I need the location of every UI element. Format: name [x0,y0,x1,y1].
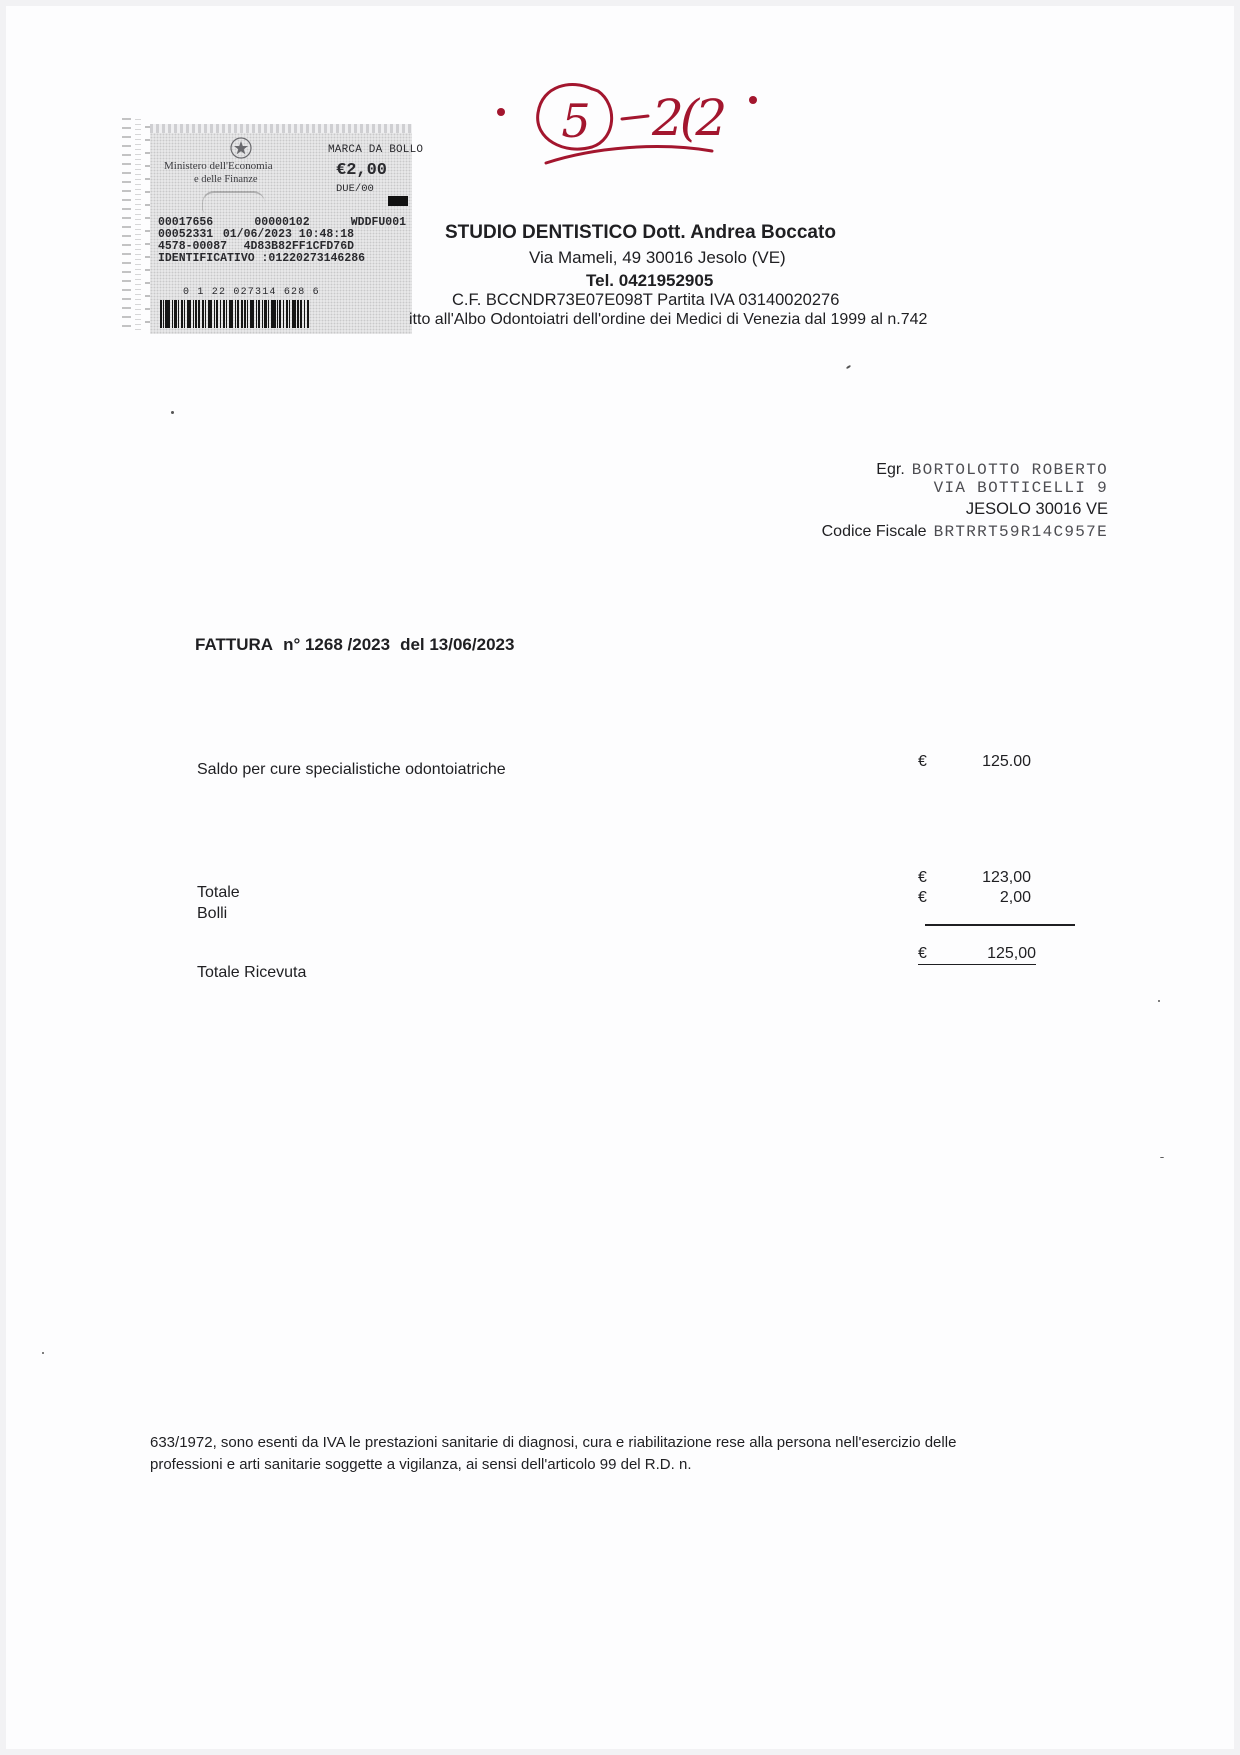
barcode [160,300,310,328]
stamps-amount [918,887,1031,909]
scan-speck [1158,1000,1160,1002]
recipient-tax-code-label: Codice Fiscale [821,523,927,540]
scan-speck [42,1352,44,1354]
currency-symbol: € [918,869,927,886]
annotation-dot [497,108,505,116]
recipient-street: VIA BOTTICELLI 9 [933,479,1108,497]
stamp-code: 00000102 [254,216,310,229]
republic-emblem-icon [228,135,254,161]
receipt-total-label: Totale Ricevuta [197,964,307,981]
stamp-code: 00052331 [158,228,214,241]
stamp-code: 00017656 [158,216,214,229]
stamp-perforation [150,124,412,133]
stamp-title: MARCA DA BOLLO [328,144,424,156]
studio-registry: itto all'Albo Odontoiatri dell'ordine dei Medici di Venezia dal 1999 al n.742 [409,311,928,328]
stamp-code: 01220273146286 [268,252,366,265]
sum-rule [925,924,1075,926]
amount-value: 123,00 [982,869,1031,886]
annotation-text: 2(2 [652,89,724,147]
recipient-name: BORTOLOTTO ROBERTO [911,461,1108,479]
stamp-black-mark [388,196,408,206]
currency-symbol: € [918,945,927,962]
amount-value: 125,00 [987,945,1036,962]
stamp-code: IDENTIFICATIVO : [158,252,269,265]
stamp-ministry-line2: e delle Finanze [194,174,258,185]
currency-symbol: € [918,889,927,906]
invoice-number: n° 1268 /2023 [283,635,391,654]
amount-value: 2,00 [999,889,1031,906]
agency-logo [202,191,265,213]
stamp-code-block [158,217,408,265]
stamps-label: Bolli [197,905,228,922]
scan-speck [171,411,174,414]
stamp-code: WDDFU001 [350,216,406,229]
invoice-label: FATTURA [195,635,274,654]
currency-symbol: € [918,753,927,770]
stamp-amount: €2,00 [336,161,388,180]
footer-note-line: 633/1972, sono esenti da IVA le prestazioni sanitarie di diagnosi, cura e riabilitazione rese alla persona nell'esercizio delle [150,1434,957,1451]
recipient-tax-code-line [822,521,1108,543]
studio-name: STUDIO DENTISTICO Dott. Andrea Boccato [445,222,836,243]
studio-phone: Tel. 0421952905 [586,271,714,290]
invoice-date: del 13/06/2023 [400,635,515,654]
invoice-heading [195,634,514,656]
recipient-tax-code: BRTRRT59R14C957E [933,523,1108,541]
stamp-ministry-line1: Ministero dell'Economia [164,160,273,172]
footer-note-line: professioni e arti sanitarie soggette a vigilanza, ai sensi dell'articolo 99 del R.D. n. [150,1456,692,1473]
recipient-city: JESOLO 30016 VE [965,500,1108,518]
handwritten-annotation [480,75,780,180]
stamp-amount-words: DUE/00 [336,183,374,195]
recipient-salutation: Egr. [876,461,905,478]
studio-address: Via Mameli, 49 30016 Jesolo (VE) [529,248,786,267]
annotation-dot [749,96,757,104]
stamp-barcode-number: 0 1 22 027314 628 6 [183,287,320,298]
item-amount [918,751,1031,773]
stamp-code: 4578-00087 [158,240,228,253]
revenue-stamp [150,124,424,334]
scan-speck [1160,1157,1164,1158]
studio-tax-ids: C.F. BCCNDR73E07E098T Partita IVA 03140020276 [452,291,840,309]
item-description: Saldo per cure specialistiche odontoiatriche [197,761,506,778]
receipt-total-amount [918,944,1036,965]
stamp-code: 01/06/2023 10:48:18 [222,228,354,241]
stamp-code: 4D83B82FF1CFD76D [243,240,354,253]
amount-value: 125.00 [982,753,1031,770]
annotation-circled-number: 5 [561,94,591,148]
stamp-code-row [158,252,366,265]
annotation-dash [622,116,648,119]
total-amount [918,867,1031,889]
total-label: Totale [197,884,240,901]
